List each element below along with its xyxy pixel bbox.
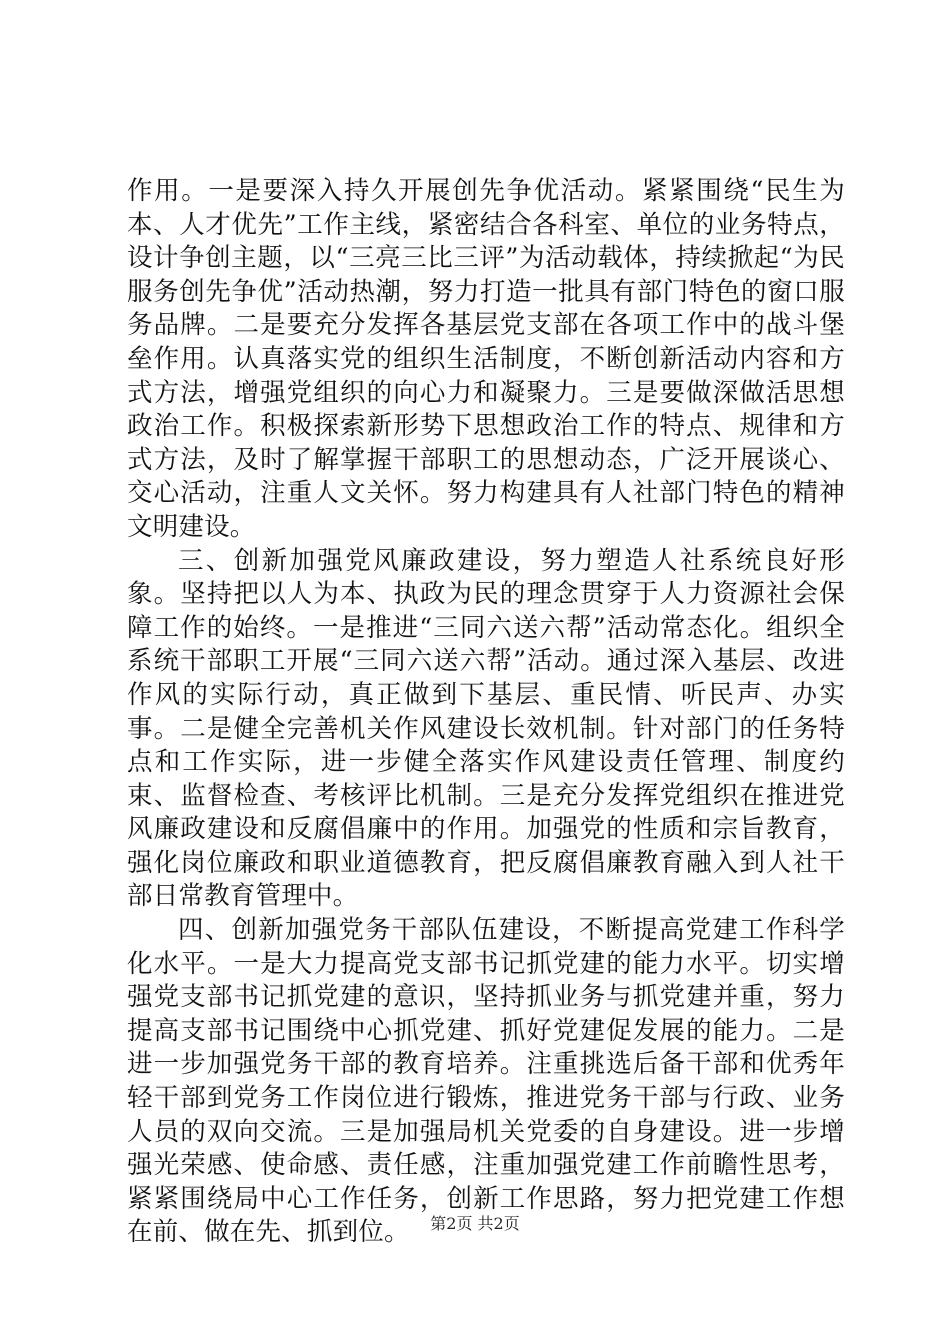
paragraph-1: 作用。一是要深入持久开展创先争优活动。紧紧围绕“民生为本、人才优先”工作主线，紧密结合各科室、单位的业务特点，设计争创主题，以“三亮三比三评”为活动载体，持续掀起“为民服务创先争优”活动热潮，努力打造一批具有部门特色的窗口服务品牌。二是要充分发挥各基层党支部在各项工作中的战斗堡垒作用。认真落实党的组织生活制度，不断创新活动内容和方式方法，增强党组织的向心力和凝聚力。三是要做深做活思想政治工作。积极探索新形势下思想政治工作的特点、规律和方式方法，及时了解掌握干部职工的思想动态，广泛开展谈心、交心活动，注重人文关怀。努力构建具有人社部门特色的精神文明建设。 [127, 176, 845, 542]
paragraph-3: 四、创新加强党务干部队伍建设，不断提高党建工作科学化水平。一是大力提高党支部书记抓党建的能力水平。切实增强党支部书记抓党建的意识，坚持抓业务与抓党建并重，努力提高支部书记围绕中心抓党建、抓好党建促发展的能力。二是进一步加强党务干部的教育培养。注重挑选后备干部和优秀年轻干部到党务工作岗位进行锻炼，推进党务干部与行政、业务人员的双向交流。三是加强局机关党委的自身建设。进一步增强光荣感、使命感、责任感，注重加强党建工作前瞻性思考，紧紧围绕局中心工作任务，创新工作思路，努力把党建工作想在前、做在先、抓到位。 [127, 915, 845, 1248]
page-footer: 第2页 共2页 [430, 1214, 520, 1233]
paragraph-2: 三、创新加强党风廉政建设，努力塑造人社系统良好形象。坚持把以人为本、执政为民的理念贯穿于人力资源社会保障工作的始终。一是推进“三同六送六帮”活动常态化。组织全系统干部职工开展“三同六送六帮”活动。通过深入基层、改进作风的实际行动，真正做到下基层、重民情、听民声、办实事。二是健全完善机关作风建设长效机制。针对部门的任务特点和工作实际，进一步健全落实作风建设责任管理、制度约束、监督检查、考核评比机制。三是充分发挥党组织在推进党风廉政建设和反腐倡廉中的作用。加强党的性质和宗旨教育，强化岗位廉政和职业道德教育，把反腐倡廉教育融入到人社干部日常教育管理中。 [127, 545, 845, 912]
body-text [127, 175, 845, 1250]
